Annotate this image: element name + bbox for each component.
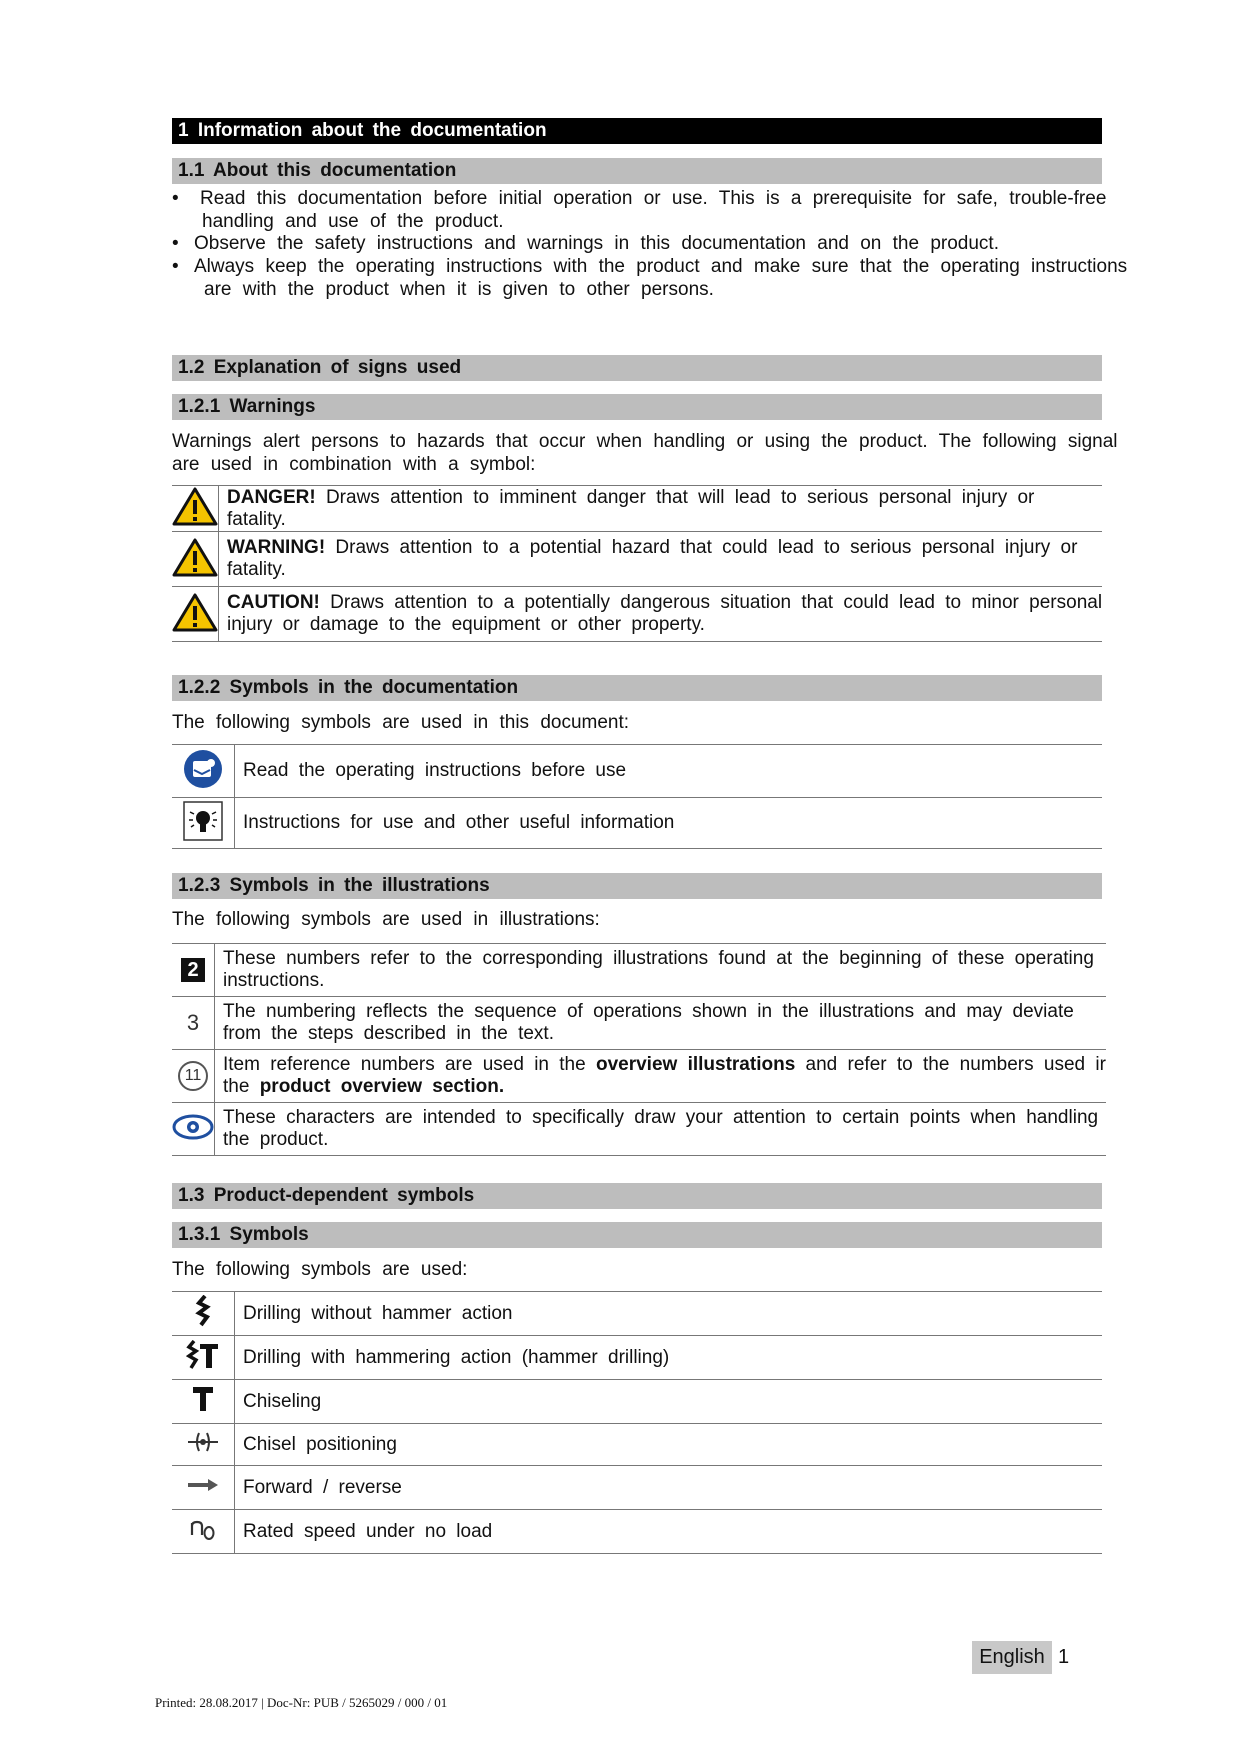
section-heading: 1 Information about the documentation [172,118,1102,144]
illustration-symbols-table [172,943,1106,1156]
chisel-position-icon [172,1424,235,1466]
bullet-item: • Observe the safety instructions and warnings in this documentation and on the product. [172,232,1172,255]
table-row [172,944,1106,997]
symbol-description: Instructions for use and other useful information [235,798,1103,849]
subsection-heading: 1.2.3 Symbols in the illustrations [172,873,1102,899]
table-row [172,798,1102,849]
doc-symbols-table [172,744,1102,849]
subsection-heading: 1.3 Product-dependent symbols [172,1183,1102,1209]
paragraph [172,430,1212,476]
info-lightbulb-icon [172,798,235,849]
language-badge: English [972,1641,1052,1674]
paragraph: The following symbols are used: [172,1259,468,1280]
subsection-heading: 1.1 About this documentation [172,158,1102,184]
warning-triangle-icon [172,587,219,642]
signal-word: CAUTION! [227,592,320,613]
subsection-heading: 1.3.1 Symbols [172,1222,1102,1248]
table-row [172,745,1102,798]
page-number: 1 [1058,1646,1070,1668]
paragraph: The following symbols are used in illustrations: [172,909,600,930]
warning-triangle-icon [172,532,219,587]
hammer-drill-icon [172,1336,235,1380]
table-row [172,1103,1106,1156]
symbol-description: Item reference numbers are used in the overview illustrations and refer to the numbers used ir the product overview section. [215,1050,1106,1103]
symbol-description: Chisel positioning [235,1424,1103,1466]
bullet-text: handling and use of the product. [202,211,504,232]
item-reference-icon: 11 [172,1050,215,1103]
bullet-text: Always keep the operating instructions with the product and make sure that the operating instructions [194,256,1128,277]
forward-reverse-icon [172,1466,235,1510]
bullet-text: Observe the safety instructions and warnings in this documentation and on the product. [194,233,999,254]
drill-bit-icon [172,1292,235,1336]
symbol-description: Forward / reverse [235,1466,1103,1510]
signal-word: WARNING! [227,537,326,558]
table-row [172,997,1106,1050]
subsection-heading: 1.2.1 Warnings [172,394,1102,420]
eye-icon [172,1103,215,1156]
warnings-table [172,485,1102,642]
paragraph: The following symbols are used in this document: [172,712,630,733]
symbol-description: The numbering reflects the sequence of operations shown in the illustrations and may deviate from the steps described in the text. [215,997,1106,1050]
table-row [172,587,1102,642]
symbol-description: These numbers refer to the corresponding illustrations found at the beginning of these operating instructions. [215,944,1106,997]
symbol-description: These characters are intended to specifically draw your attention to certain points when handling the product. [215,1103,1106,1156]
table-row [172,1424,1102,1466]
symbol-description: Drilling without hammer action [235,1292,1103,1336]
warning-triangle-icon [172,486,219,532]
bullet-text: Read this documentation before initial operation or use. This is a prerequisite for safe, trouble-free [200,188,1107,209]
table-row [172,1050,1106,1103]
paragraph-line: are used in combination with a symbol: [172,454,536,475]
symbol-description: Drilling with hammering action (hammer drilling) [235,1336,1103,1380]
table-row [172,1510,1102,1554]
bullet-item: • Always keep the operating instructions with the product and make sure that the operating instructions are with the product when it is given to other persons. [172,255,1202,301]
subsection-heading: 1.2.2 Symbols in the documentation [172,675,1102,701]
table-row [172,1380,1102,1424]
print-info: Printed: 28.08.2017 | Doc-Nr: PUB / 5265029 / 000 / 01 [155,1695,448,1710]
symbol-description: Chiseling [235,1380,1103,1424]
product-symbols-table [172,1291,1102,1554]
subsection-heading: 1.2 Explanation of signs used [172,355,1102,381]
table-row [172,1466,1102,1510]
symbol-description: Read the operating instructions before use [235,745,1103,798]
symbol-description: Rated speed under no load [235,1510,1103,1554]
sequence-number-icon: 3 [172,997,215,1050]
table-row [172,532,1102,587]
illustration-number-icon: 2 [172,944,215,997]
table-row [172,1292,1102,1336]
read-manual-icon [172,745,235,798]
warning-text: DANGER! Draws attention to imminent danger that will lead to serious personal injury or fatality. [219,486,1103,532]
bullet-item: • Read this documentation before initial operation or use. This is a prerequisite for safe, trouble-free handling and use of the product. [172,187,1172,233]
bullet-text: are with the product when it is given to other persons. [204,279,714,300]
warning-text: CAUTION! Draws attention to a potentially dangerous situation that could lead to minor personal injury or damage to the equipment or other property. [219,587,1103,642]
warning-text: WARNING! Draws attention to a potential hazard that could lead to serious personal injury or fatality. [219,532,1103,587]
signal-word: DANGER! [227,486,316,508]
no-load-speed-icon [172,1510,235,1554]
table-row [172,1336,1102,1380]
table-row [172,486,1102,532]
chisel-icon [172,1380,235,1424]
paragraph-line: Warnings alert persons to hazards that occur when handling or using the product. The following signal [172,431,1118,452]
